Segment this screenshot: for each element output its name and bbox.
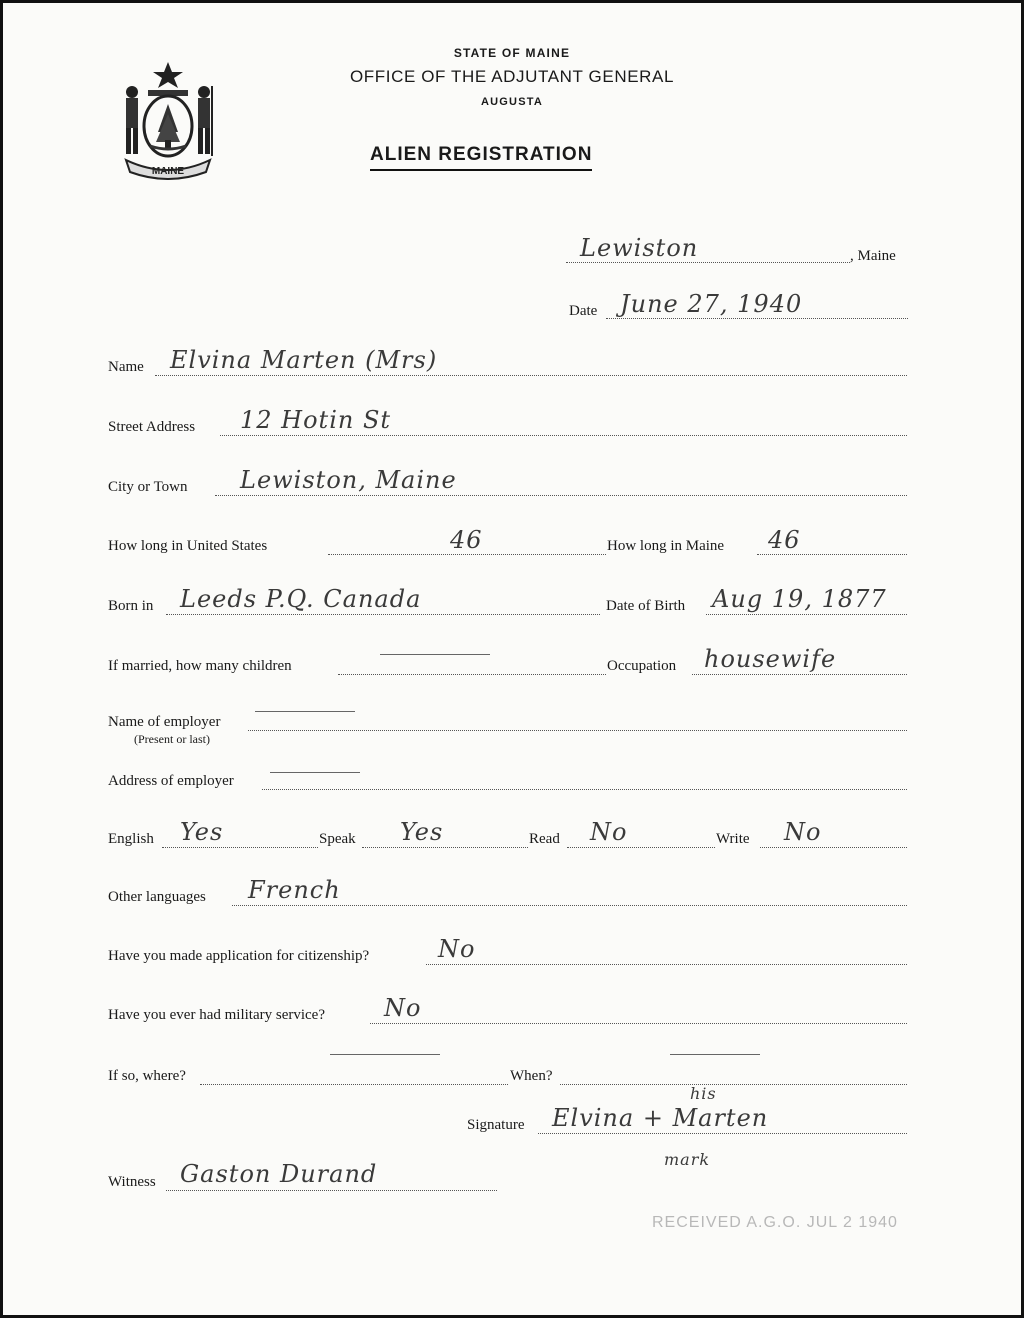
children-line bbox=[338, 674, 606, 675]
other-languages-value: French bbox=[248, 876, 341, 904]
date-label: Date bbox=[569, 303, 598, 319]
town-value: Lewiston bbox=[580, 234, 699, 262]
military-value: No bbox=[384, 994, 422, 1022]
street-line bbox=[220, 435, 907, 436]
read-value: No bbox=[590, 818, 628, 846]
name-label: Name bbox=[108, 359, 144, 375]
city-value: Lewiston, Maine bbox=[240, 466, 457, 494]
header-city: AUGUSTA bbox=[481, 96, 543, 108]
read-label: Read bbox=[529, 831, 560, 847]
speak-value: Yes bbox=[400, 818, 444, 846]
employer-line bbox=[248, 730, 907, 731]
header-state: STATE OF MAINE bbox=[453, 46, 571, 60]
date-value: June 27, 1940 bbox=[620, 290, 803, 318]
where-label: If so, where? bbox=[108, 1068, 186, 1084]
children-label: If married, how many children bbox=[108, 658, 292, 674]
born-in-line bbox=[166, 614, 600, 615]
received-stamp: RECEIVED A.G.O. JUL 2 1940 bbox=[652, 1214, 898, 1231]
street-label: Street Address bbox=[108, 419, 196, 435]
when-label: When? bbox=[510, 1068, 553, 1084]
name-line bbox=[155, 375, 907, 376]
name-value: Elvina Marten (Mrs) bbox=[170, 346, 438, 374]
children-dash bbox=[380, 654, 490, 655]
how-long-us-value: 46 bbox=[450, 526, 483, 554]
military-line bbox=[370, 1023, 907, 1024]
date-line bbox=[606, 318, 908, 319]
occupation-value: housewife bbox=[704, 645, 837, 673]
read-line bbox=[567, 847, 715, 848]
when-line bbox=[560, 1084, 907, 1085]
city-line bbox=[215, 495, 907, 496]
how-long-maine-value: 46 bbox=[768, 526, 801, 554]
witness-label: Witness bbox=[108, 1174, 156, 1190]
signature-line bbox=[538, 1133, 907, 1134]
signature-label: Signature bbox=[467, 1117, 525, 1133]
form-title: ALIEN REGISTRATION bbox=[370, 144, 592, 171]
occupation-line bbox=[692, 674, 907, 675]
citizenship-line bbox=[426, 964, 907, 965]
employer-address-dash bbox=[270, 772, 360, 773]
scan-border-left bbox=[0, 0, 3, 1318]
how-long-us-label: How long in United States bbox=[108, 538, 268, 554]
svg-text:MAINE: MAINE bbox=[151, 166, 185, 177]
signature-value: Elvina + Marten bbox=[552, 1104, 769, 1132]
other-languages-label: Other languages bbox=[108, 889, 206, 905]
write-label: Write bbox=[716, 831, 750, 847]
other-languages-line bbox=[232, 905, 907, 906]
speak-line bbox=[362, 847, 528, 848]
english-value: Yes bbox=[180, 818, 224, 846]
where-line bbox=[200, 1084, 508, 1085]
dob-label: Date of Birth bbox=[606, 598, 686, 614]
street-value: 12 Hotin St bbox=[240, 406, 392, 434]
occupation-label: Occupation bbox=[607, 658, 677, 674]
dob-line bbox=[706, 614, 907, 615]
signature-his-note: his bbox=[690, 1084, 717, 1103]
signature-mark-note: mark bbox=[664, 1150, 711, 1169]
dob-value: Aug 19, 1877 bbox=[712, 585, 887, 613]
citizenship-value: No bbox=[438, 935, 476, 963]
employer-address-line bbox=[262, 789, 907, 790]
employer-dash bbox=[255, 711, 355, 712]
write-value: No bbox=[784, 818, 822, 846]
witness-line bbox=[166, 1190, 497, 1191]
when-dash bbox=[670, 1054, 760, 1055]
employer-label: Name of employer bbox=[108, 714, 221, 730]
english-line bbox=[162, 847, 318, 848]
header-office: OFFICE OF THE ADJUTANT GENERAL bbox=[349, 67, 675, 86]
witness-value: Gaston Durand bbox=[180, 1160, 378, 1188]
employer-address-label: Address of employer bbox=[108, 773, 234, 789]
where-dash bbox=[330, 1054, 440, 1055]
write-line bbox=[760, 847, 907, 848]
how-long-maine-label: How long in Maine bbox=[607, 538, 725, 554]
scan-border-top bbox=[0, 0, 1024, 3]
employer-sublabel: (Present or last) bbox=[134, 732, 210, 746]
how-long-maine-line bbox=[757, 554, 907, 555]
how-long-us-line bbox=[328, 554, 606, 555]
military-label: Have you ever had military service? bbox=[108, 1007, 325, 1023]
town-line bbox=[566, 262, 850, 263]
born-in-value: Leeds P.Q. Canada bbox=[180, 585, 422, 613]
city-label: City or Town bbox=[108, 479, 188, 495]
born-in-label: Born in bbox=[108, 598, 154, 614]
speak-label: Speak bbox=[319, 831, 356, 847]
citizenship-label: Have you made application for citizenship? bbox=[108, 948, 370, 964]
english-label: English bbox=[108, 831, 154, 847]
maine-label: , Maine bbox=[850, 248, 896, 264]
